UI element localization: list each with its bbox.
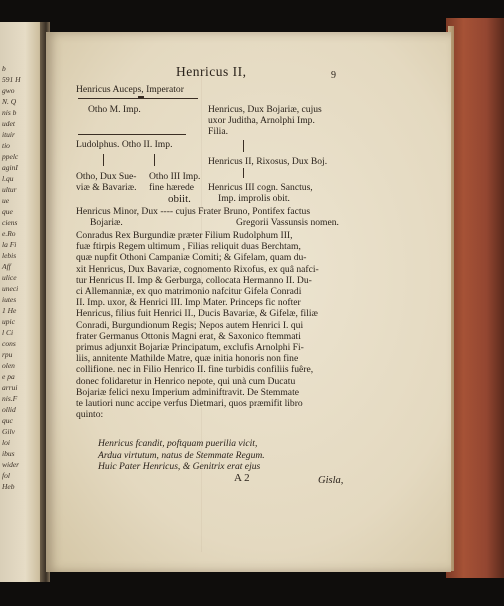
left-page-fragment: que <box>2 207 13 216</box>
left-page-fragment: N. Q <box>2 97 17 106</box>
left-page-fragment: iutes <box>2 295 17 304</box>
descent-bar <box>243 140 244 152</box>
left-page-fragment: Heb <box>2 482 15 491</box>
left-page-fragment: arrui <box>2 383 18 392</box>
body-line: fuæ ftirpis Regem ultimum , Filias reliquit duas Berchtam, <box>76 241 301 253</box>
body-line: Conradi, Burgundionum Regis; Nepos autem Henrici I. qui <box>76 319 304 331</box>
gen-otho-iii-2: fine hærede <box>149 182 195 193</box>
body-line: Conradus Rex Burgundiæ præter Filium Rudolphum III, <box>76 230 293 241</box>
gen-henricus-iii-2: Imp. improlis obit. <box>218 193 290 204</box>
running-head: Henricus II, <box>176 64 247 79</box>
left-page-fragment: cons <box>2 339 16 348</box>
body-line: te lautiori nunc accipe verfus Dietmari, quos præmifit libro <box>76 398 303 409</box>
left-page-fragment: udet <box>2 119 15 128</box>
left-page-fragment: la Fi <box>2 240 17 249</box>
gen-otho-iii-3: obiit. <box>168 193 191 205</box>
body-line: donec folidaretur in Henrico nepote, qui unà cum Ducatu <box>76 375 296 387</box>
left-page-fragment: loi <box>2 438 10 447</box>
brace-line <box>78 98 198 99</box>
verse-line: Ardua virtutum, natus de Stemmate Regum. <box>98 449 265 461</box>
descent-bar <box>154 154 155 166</box>
left-page-fragment: ciens <box>2 218 18 227</box>
left-page-fragment: b <box>2 64 6 73</box>
body-line: II. Imp. uxor, & Henrici III. Imp Mater. Princeps fic nofter <box>76 297 301 309</box>
left-page-fragment: ue <box>2 196 10 205</box>
gen-henricus-dux-2: uxor Juditha, Arnolphi Imp. <box>208 115 315 126</box>
gen-henricus-auceps: Henricus Auceps, Imperator <box>76 84 184 95</box>
left-page-fragment: e pa <box>2 372 15 381</box>
gen-otho-m: Otho M. Imp. <box>88 104 141 115</box>
left-page-fragment: gwo <box>2 86 15 95</box>
left-page-fragment: wider <box>2 460 20 469</box>
brace-line <box>78 134 186 135</box>
gen-henricus-minor-3: Gregorii Vassunsis nomen. <box>236 217 339 228</box>
left-page-fragment: Gilv <box>2 427 15 436</box>
catchword: Gisla, <box>318 475 344 486</box>
brace-tip <box>138 96 144 98</box>
left-page-fragment: 591 H <box>2 75 21 84</box>
verse-line: Henricus fcandit, poftquam puerilia vicit, <box>98 438 258 449</box>
body-line: Henricus, filius fuit Henrici II., Ducis Bavariæ, & Gifelæ, filiæ <box>76 308 318 320</box>
gen-henricus-minor-2: Bojariæ. <box>90 217 123 228</box>
descent-bar <box>243 168 244 178</box>
left-page-fragment: ibus <box>2 449 15 458</box>
left-page-fragment: nis b <box>2 108 17 117</box>
left-page-fragment: Aff <box>2 262 11 271</box>
gen-ludolphus: Ludolphus. Otho II. Imp. <box>76 139 173 150</box>
left-page-fragment: upic <box>2 317 15 326</box>
gen-henricus-iii-1: Henricus III cogn. Sanctus, <box>208 182 313 193</box>
verse-line: Huic Pater Henricus, & Genitrix erat ejus <box>98 461 261 472</box>
left-page-fragment: rpu <box>2 350 13 359</box>
body-line: Bojariæ felici nexu Imperium adminiftravit. De Stemmate <box>76 386 299 398</box>
book-page <box>46 32 451 572</box>
left-page-fragment: quc <box>2 416 13 425</box>
left-page-fragment: l.qu <box>2 174 14 183</box>
left-page-fragment: aginI <box>2 163 18 172</box>
body-line: xit Henricus, Dux Bavariæ, cognomento Rixofus, ex quâ nafci- <box>76 263 319 275</box>
body-line: frater Germanus Ottonis Magni erat, & Saxonico ftemmati <box>76 330 301 342</box>
left-page-fragment: tio <box>2 141 10 150</box>
body-line: quinto: <box>76 409 104 421</box>
body-line: tur Henricus II. Imp & Gerburga, collocata Hermanno II. Du- <box>76 274 312 286</box>
gen-henricus-ii-rixosus: Henricus II, Rixosus, Dux Boj. <box>208 156 328 167</box>
book-cover-board <box>446 18 504 578</box>
gen-henricus-dux-3: Filia. <box>208 126 228 137</box>
left-page-fragment: fol <box>2 471 10 480</box>
left-page-fragment: lebis <box>2 251 17 260</box>
gen-henricus-dux-1: Henricus, Dux Bojariæ, cujus <box>208 104 322 115</box>
signature-mark: A 2 <box>234 472 250 484</box>
left-page-fragment: uneci <box>2 284 19 293</box>
left-page-fragment: nis.F <box>2 394 18 403</box>
body-line: primus adjunxit Bojariæ Principatum, exclufis Arnolphi Fi- <box>76 342 304 353</box>
body-line: ci Allemanniæ, ex quo matrimonio nafcitur Gifela Conradi <box>76 286 302 297</box>
body-line: liis, annitente Mathilde Matre, quæ initia honoris non fine <box>76 353 299 365</box>
left-page-fragment: l Ci <box>2 328 14 337</box>
body-line: collifione. nec in Filio Henrico II. fine turbidis confiliis fuêre, <box>76 364 314 376</box>
left-page-fragment: olen <box>2 361 15 370</box>
gen-otho-dux-1: Otho, Dux Sue- <box>76 171 137 182</box>
descent-bar <box>103 154 104 166</box>
left-page-fragment: e.Ro <box>2 229 16 238</box>
left-page-fragment: ollid <box>2 405 16 414</box>
gen-otho-iii-1: Otho III Imp. <box>149 171 201 182</box>
page-number: 9 <box>331 70 336 81</box>
left-page-fragment: ituir <box>2 130 15 139</box>
gen-henricus-minor-1: Henricus Minor, Dux ---- cujus Frater Bruno, Pontifex factus <box>76 206 311 217</box>
gen-otho-dux-2: viæ & Bavariæ. <box>76 182 137 193</box>
left-page-fragment: ultur <box>2 185 17 194</box>
left-page-fragment: 1 He <box>2 306 17 315</box>
left-page-fragment: ppelc <box>2 152 19 161</box>
body-line: quæ nupfit Othoni Campaniæ Comiti; & Gifelam, quam du- <box>76 252 307 264</box>
left-page-fragment: ulice <box>2 273 17 282</box>
